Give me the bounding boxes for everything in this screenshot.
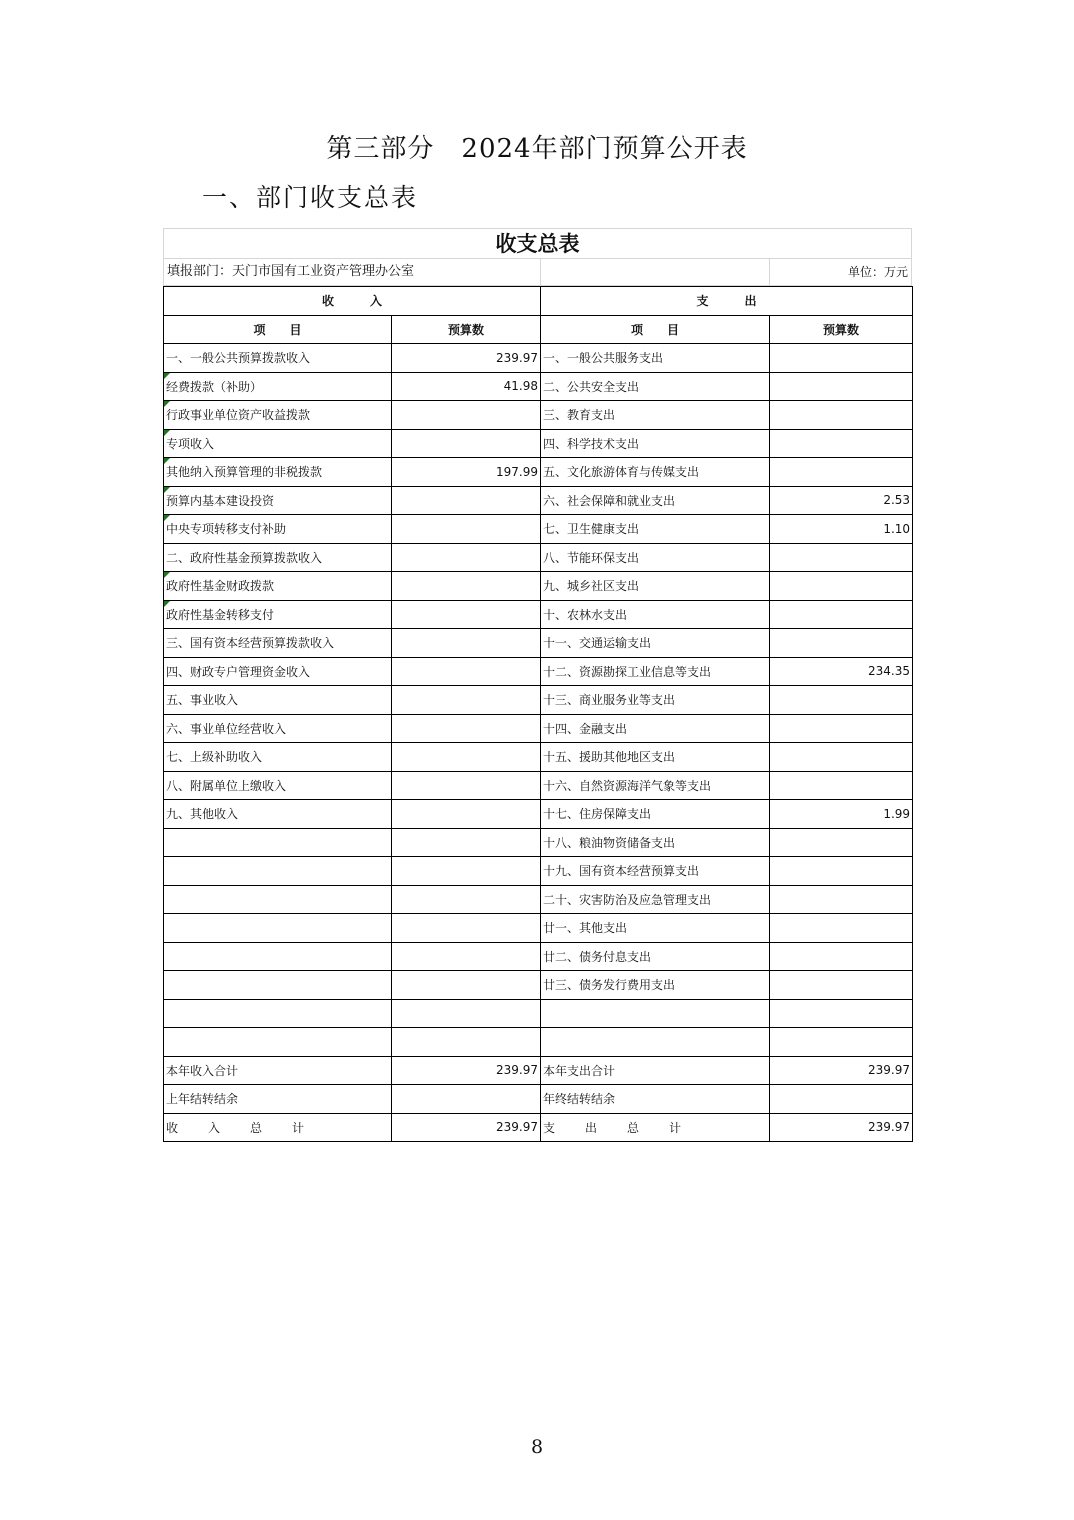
sheet-title: 收支总表 bbox=[163, 228, 912, 258]
income-amount-cell bbox=[392, 486, 541, 515]
expense-amount-cell bbox=[770, 372, 913, 401]
income-item-cell: 中央专项转移支付补助 bbox=[164, 515, 392, 544]
income-amount-cell bbox=[392, 572, 541, 601]
income-total-amount: 239.97 bbox=[392, 1056, 541, 1085]
income-item-cell bbox=[164, 857, 392, 886]
income-amount-cell bbox=[392, 771, 541, 800]
income-item-header: 项 目 bbox=[164, 315, 392, 344]
expense-item-cell: 五、文化旅游体育与传媒支出 bbox=[541, 458, 770, 487]
table-row bbox=[164, 572, 913, 601]
income-item-cell: 六、事业单位经营收入 bbox=[164, 714, 392, 743]
expense-item-cell: 十一、交通运输支出 bbox=[541, 629, 770, 658]
expense-item-cell: 二、公共安全支出 bbox=[541, 372, 770, 401]
table-row bbox=[164, 515, 913, 544]
expense-amount-cell bbox=[770, 572, 913, 601]
table-row bbox=[164, 401, 913, 430]
table-row bbox=[164, 543, 913, 572]
income-amount-cell bbox=[392, 429, 541, 458]
income-total-amount bbox=[392, 1085, 541, 1114]
income-item-cell bbox=[164, 828, 392, 857]
expense-amount-cell bbox=[770, 828, 913, 857]
expense-item-cell: 十六、自然资源海洋气象等支出 bbox=[541, 771, 770, 800]
budget-sheet bbox=[163, 228, 912, 1142]
expense-amount-cell: 2.53 bbox=[770, 486, 913, 515]
expense-amount-cell bbox=[770, 543, 913, 572]
income-amount-header: 预算数 bbox=[392, 315, 541, 344]
expense-amount-cell: 1.99 bbox=[770, 800, 913, 829]
expense-item-cell: 二十、灾害防治及应急管理支出 bbox=[541, 885, 770, 914]
income-item-cell: 其他纳入预算管理的非税拨款 bbox=[164, 458, 392, 487]
expense-item-cell: 九、城乡社区支出 bbox=[541, 572, 770, 601]
expense-item-cell: 四、科学技术支出 bbox=[541, 429, 770, 458]
sheet-meta-row bbox=[163, 258, 912, 286]
expense-total-amount: 239.97 bbox=[770, 1056, 913, 1085]
income-amount-cell bbox=[392, 657, 541, 686]
income-item-cell: 经费拨款（补助） bbox=[164, 372, 392, 401]
expense-total-label: 年终结转结余 bbox=[541, 1085, 770, 1114]
income-amount-cell: 41.98 bbox=[392, 372, 541, 401]
expense-amount-cell bbox=[770, 999, 913, 1028]
table-row bbox=[164, 629, 913, 658]
table-row bbox=[164, 714, 913, 743]
income-item-cell: 预算内基本建设投资 bbox=[164, 486, 392, 515]
income-amount-cell bbox=[392, 914, 541, 943]
income-item-cell bbox=[164, 999, 392, 1028]
income-header: 收 入 bbox=[164, 287, 541, 316]
expense-amount-cell bbox=[770, 401, 913, 430]
income-item-cell: 九、其他收入 bbox=[164, 800, 392, 829]
income-total-amount: 239.97 bbox=[392, 1113, 541, 1142]
income-amount-cell bbox=[392, 999, 541, 1028]
table-row bbox=[164, 971, 913, 1000]
table-row bbox=[164, 686, 913, 715]
income-item-cell bbox=[164, 914, 392, 943]
income-amount-cell bbox=[392, 629, 541, 658]
expense-amount-cell bbox=[770, 857, 913, 886]
income-amount-cell bbox=[392, 401, 541, 430]
page-number: 8 bbox=[530, 1436, 544, 1458]
expense-amount-cell bbox=[770, 743, 913, 772]
income-amount-cell bbox=[392, 800, 541, 829]
expense-item-cell: 十五、援助其他地区支出 bbox=[541, 743, 770, 772]
expense-item-header: 项 目 bbox=[541, 315, 770, 344]
expense-amount-cell bbox=[770, 914, 913, 943]
income-amount-cell bbox=[392, 828, 541, 857]
expense-header: 支 出 bbox=[541, 287, 913, 316]
table-row bbox=[164, 743, 913, 772]
expense-amount-cell bbox=[770, 686, 913, 715]
expense-total-label: 支 出 总 计 bbox=[541, 1113, 770, 1142]
total-row bbox=[164, 1113, 913, 1142]
expense-item-cell: 十八、粮油物资储备支出 bbox=[541, 828, 770, 857]
expense-item-cell: 十九、国有资本经营预算支出 bbox=[541, 857, 770, 886]
expense-item-cell: 十七、住房保障支出 bbox=[541, 800, 770, 829]
expense-amount-cell bbox=[770, 971, 913, 1000]
income-amount-cell bbox=[392, 971, 541, 1000]
table-row bbox=[164, 828, 913, 857]
expense-amount-header: 预算数 bbox=[770, 315, 913, 344]
income-item-cell: 政府性基金财政拨款 bbox=[164, 572, 392, 601]
expense-amount-cell: 1.10 bbox=[770, 515, 913, 544]
expense-total-label: 本年支出合计 bbox=[541, 1056, 770, 1085]
table-row bbox=[164, 486, 913, 515]
income-amount-cell bbox=[392, 543, 541, 572]
budget-table bbox=[163, 286, 913, 1142]
income-total-label: 本年收入合计 bbox=[164, 1056, 392, 1085]
income-amount-cell bbox=[392, 600, 541, 629]
table-row bbox=[164, 372, 913, 401]
expense-item-cell: 廿一、其他支出 bbox=[541, 914, 770, 943]
income-amount-cell: 239.97 bbox=[392, 344, 541, 373]
table-row bbox=[164, 800, 913, 829]
table-row bbox=[164, 942, 913, 971]
meta-empty-cell bbox=[540, 258, 769, 286]
expense-amount-cell bbox=[770, 771, 913, 800]
income-item-cell bbox=[164, 942, 392, 971]
income-item-cell: 一、一般公共预算拨款收入 bbox=[164, 344, 392, 373]
income-item-cell: 三、国有资本经营预算拨款收入 bbox=[164, 629, 392, 658]
income-total-label: 收 入 总 计 bbox=[164, 1113, 392, 1142]
table-row bbox=[164, 885, 913, 914]
table-row bbox=[164, 458, 913, 487]
expense-amount-cell bbox=[770, 885, 913, 914]
expense-amount-cell bbox=[770, 629, 913, 658]
table-row bbox=[164, 429, 913, 458]
expense-amount-cell bbox=[770, 600, 913, 629]
income-item-cell: 五、事业收入 bbox=[164, 686, 392, 715]
income-amount-cell bbox=[392, 686, 541, 715]
income-item-cell: 行政事业单位资产收益拨款 bbox=[164, 401, 392, 430]
expense-item-cell: 八、节能环保支出 bbox=[541, 543, 770, 572]
expense-item-cell: 十二、资源勘探工业信息等支出 bbox=[541, 657, 770, 686]
income-item-cell: 七、上级补助收入 bbox=[164, 743, 392, 772]
income-amount-cell: 197.99 bbox=[392, 458, 541, 487]
expense-item-cell: 十三、商业服务业等支出 bbox=[541, 686, 770, 715]
table-row bbox=[164, 600, 913, 629]
expense-item-cell: 廿二、债务付息支出 bbox=[541, 942, 770, 971]
expense-amount-cell bbox=[770, 942, 913, 971]
income-amount-cell bbox=[392, 857, 541, 886]
income-amount-cell bbox=[392, 714, 541, 743]
expense-amount-cell bbox=[770, 429, 913, 458]
income-amount-cell bbox=[392, 515, 541, 544]
expense-amount-cell bbox=[770, 344, 913, 373]
table-column-header-row bbox=[164, 315, 913, 344]
expense-item-cell: 三、教育支出 bbox=[541, 401, 770, 430]
table-row bbox=[164, 771, 913, 800]
expense-item-cell: 七、卫生健康支出 bbox=[541, 515, 770, 544]
income-item-cell: 八、附属单位上缴收入 bbox=[164, 771, 392, 800]
section-title: 一、部门收支总表 bbox=[202, 183, 419, 212]
income-amount-cell bbox=[392, 942, 541, 971]
income-amount-cell bbox=[392, 885, 541, 914]
expense-total-amount bbox=[770, 1085, 913, 1114]
table-row bbox=[164, 999, 913, 1028]
expense-item-cell: 十、农林水支出 bbox=[541, 600, 770, 629]
income-amount-cell bbox=[392, 1028, 541, 1057]
income-item-cell: 专项收入 bbox=[164, 429, 392, 458]
table-row bbox=[164, 657, 913, 686]
income-total-label: 上年结转结余 bbox=[164, 1085, 392, 1114]
part-title: 第三部分 2024年部门预算公开表 bbox=[326, 134, 748, 164]
expense-total-amount: 239.97 bbox=[770, 1113, 913, 1142]
income-item-cell: 政府性基金转移支付 bbox=[164, 600, 392, 629]
expense-item-cell: 廿三、债务发行费用支出 bbox=[541, 971, 770, 1000]
income-item-cell bbox=[164, 1028, 392, 1057]
table-row bbox=[164, 914, 913, 943]
expense-item-cell bbox=[541, 1028, 770, 1057]
expense-item-cell: 十四、金融支出 bbox=[541, 714, 770, 743]
table-row bbox=[164, 857, 913, 886]
expense-item-cell bbox=[541, 999, 770, 1028]
unit-label: 单位：万元 bbox=[769, 258, 912, 286]
expense-amount-cell bbox=[770, 714, 913, 743]
income-amount-cell bbox=[392, 743, 541, 772]
income-item-cell bbox=[164, 971, 392, 1000]
income-item-cell bbox=[164, 885, 392, 914]
total-row bbox=[164, 1085, 913, 1114]
total-row bbox=[164, 1056, 913, 1085]
table-group-header-row bbox=[164, 287, 913, 316]
table-row bbox=[164, 344, 913, 373]
expense-item-cell: 六、社会保障和就业支出 bbox=[541, 486, 770, 515]
income-item-cell: 二、政府性基金预算拨款收入 bbox=[164, 543, 392, 572]
expense-amount-cell bbox=[770, 1028, 913, 1057]
table-row bbox=[164, 1028, 913, 1057]
expense-amount-cell: 234.35 bbox=[770, 657, 913, 686]
income-item-cell: 四、财政专户管理资金收入 bbox=[164, 657, 392, 686]
expense-amount-cell bbox=[770, 458, 913, 487]
filling-department: 填报部门：天门市国有工业资产管理办公室 bbox=[163, 258, 540, 286]
expense-item-cell: 一、一般公共服务支出 bbox=[541, 344, 770, 373]
